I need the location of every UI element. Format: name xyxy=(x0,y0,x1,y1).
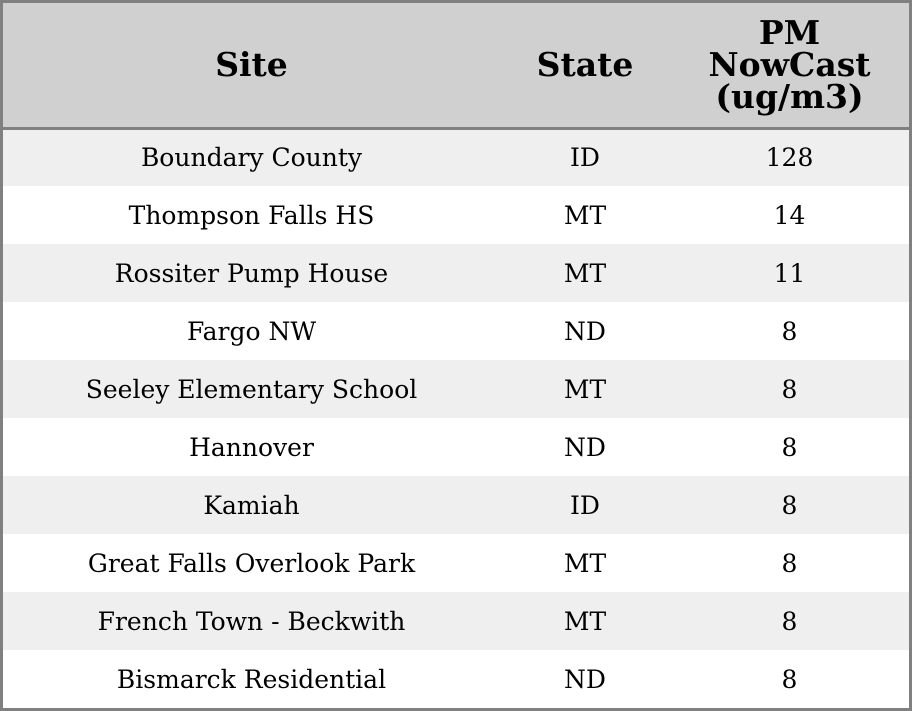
cell-state: ND xyxy=(564,432,606,462)
cell-pm-nowcast: 128 xyxy=(765,143,814,173)
table-row xyxy=(3,244,909,302)
table-row xyxy=(3,302,909,360)
cell-site: Rossiter Pump House xyxy=(114,258,389,288)
cell-site: French Town - Beckwith xyxy=(97,606,406,636)
table-header xyxy=(3,3,909,128)
table-row xyxy=(3,186,909,244)
cell-state: ID xyxy=(570,143,600,173)
cell-site: Kamiah xyxy=(203,490,300,520)
column-header-pm-line-3: (ug/m3) xyxy=(715,76,864,116)
column-header-pm-nowcast xyxy=(670,3,909,128)
cell-site: Hannover xyxy=(189,432,314,462)
table-row xyxy=(3,592,909,650)
cell-state: ID xyxy=(570,490,600,520)
cell-site: Seeley Elementary School xyxy=(85,374,418,404)
table-body xyxy=(3,128,909,708)
cell-state: ND xyxy=(564,664,606,694)
column-header-site: Site xyxy=(3,3,500,128)
column-header-pm-line-2: NowCast xyxy=(708,44,871,84)
cell-site: Thompson Falls HS xyxy=(128,200,375,230)
cell-pm-nowcast: 8 xyxy=(781,548,798,578)
table-row xyxy=(3,418,909,476)
cell-site: Boundary County xyxy=(140,143,363,173)
cell-state: MT xyxy=(563,200,607,230)
cell-site: Fargo NW xyxy=(186,316,317,346)
cell-state: MT xyxy=(563,548,607,578)
cell-state: MT xyxy=(563,374,607,404)
cell-site: Bismarck Residential xyxy=(116,664,387,694)
cell-pm-nowcast: 14 xyxy=(773,200,806,230)
cell-pm-nowcast: 8 xyxy=(781,374,798,404)
cell-state: MT xyxy=(563,258,607,288)
cell-pm-nowcast: 11 xyxy=(773,258,806,288)
table-row xyxy=(3,650,909,708)
cell-state: MT xyxy=(563,606,607,636)
cell-site: Great Falls Overlook Park xyxy=(87,548,416,578)
table-row xyxy=(3,128,909,186)
column-header-pm-line-1: PM xyxy=(758,12,821,52)
cell-pm-nowcast: 8 xyxy=(781,664,798,694)
data-table xyxy=(3,3,909,708)
cell-pm-nowcast: 8 xyxy=(781,606,798,636)
table-row xyxy=(3,360,909,418)
column-header-state: State xyxy=(500,3,670,128)
table-row xyxy=(3,476,909,534)
cell-pm-nowcast: 8 xyxy=(781,432,798,462)
cell-state: ND xyxy=(564,316,606,346)
cell-pm-nowcast: 8 xyxy=(781,316,798,346)
table-row xyxy=(3,534,909,592)
header-row xyxy=(3,3,909,128)
cell-pm-nowcast: 8 xyxy=(781,490,798,520)
